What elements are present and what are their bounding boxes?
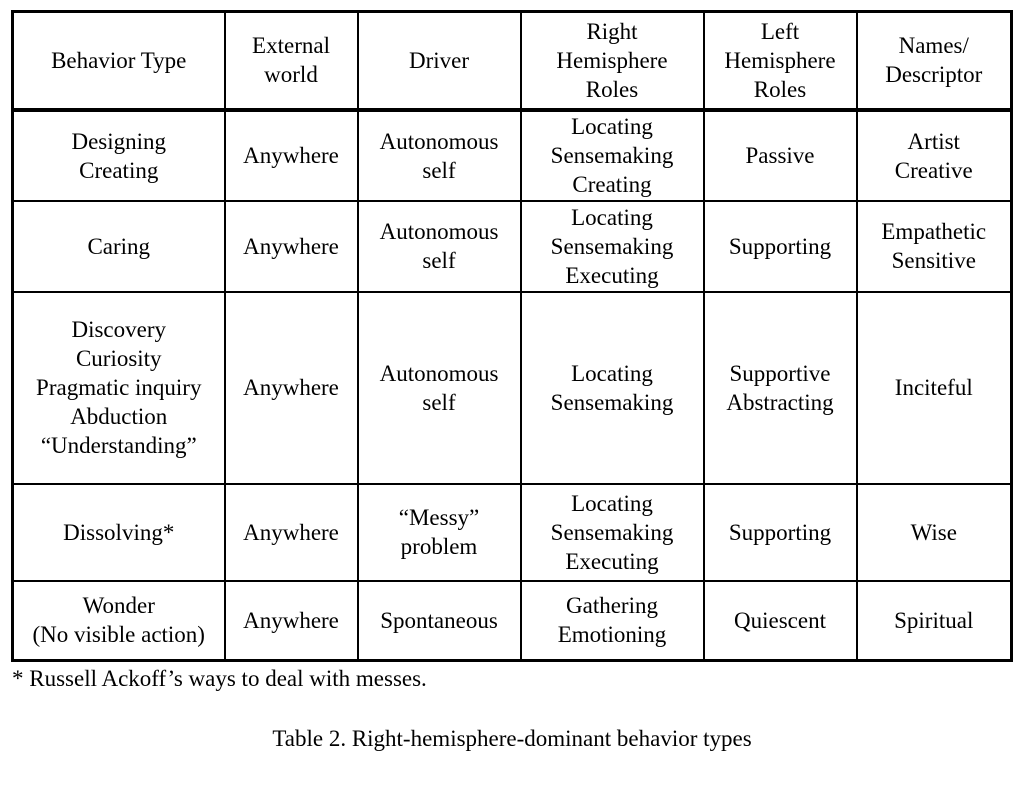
- cell-right-hemisphere-roles: Locating Sensemaking Executing: [521, 201, 704, 292]
- cell-behavior-type: Designing Creating: [13, 110, 225, 201]
- cell-driver: Autonomous self: [358, 201, 521, 292]
- cell-left-hemisphere-roles: Quiescent: [704, 581, 857, 661]
- table-footnote: * Russell Ackoff’s ways to deal with messes.: [12, 666, 427, 691]
- cell-external-world: Anywhere: [225, 581, 358, 661]
- cell-driver: Spontaneous: [358, 581, 521, 661]
- table-row: [13, 484, 1012, 581]
- table-row: [13, 201, 1012, 292]
- cell-driver: Autonomous self: [358, 292, 521, 484]
- header-right-hemisphere-roles: Right Hemisphere Roles: [521, 12, 704, 110]
- cell-left-hemisphere-roles: Supportive Abstracting: [704, 292, 857, 484]
- header-names-descriptor: Names/ Descriptor: [857, 12, 1012, 110]
- header-behavior-type: Behavior Type: [13, 12, 225, 110]
- cell-behavior-type: Dissolving*: [13, 484, 225, 581]
- cell-names-descriptor: Spiritual: [857, 581, 1012, 661]
- header-external-world: External world: [225, 12, 358, 110]
- table-row: [13, 292, 1012, 484]
- cell-left-hemisphere-roles: Passive: [704, 110, 857, 201]
- header-left-hemisphere-roles: Left Hemisphere Roles: [704, 12, 857, 110]
- cell-behavior-type: Discovery Curiosity Pragmatic inquiry Abduction “Understanding”: [13, 292, 225, 484]
- cell-left-hemisphere-roles: Supporting: [704, 201, 857, 292]
- cell-right-hemisphere-roles: Locating Sensemaking: [521, 292, 704, 484]
- table-header-row: [13, 12, 1012, 110]
- table-row: [13, 110, 1012, 201]
- cell-external-world: Anywhere: [225, 201, 358, 292]
- cell-external-world: Anywhere: [225, 484, 358, 581]
- cell-driver: Autonomous self: [358, 110, 521, 201]
- cell-names-descriptor: Empathetic Sensitive: [857, 201, 1012, 292]
- cell-external-world: Anywhere: [225, 292, 358, 484]
- cell-names-descriptor: Wise: [857, 484, 1012, 581]
- table-caption: Table 2. Right-hemisphere-dominant behavior types: [272, 726, 752, 751]
- cell-right-hemisphere-roles: Locating Sensemaking Creating: [521, 110, 704, 201]
- cell-external-world: Anywhere: [225, 110, 358, 201]
- cell-driver: “Messy” problem: [358, 484, 521, 581]
- behavior-types-table: [11, 10, 1013, 662]
- cell-behavior-type: Wonder (No visible action): [13, 581, 225, 661]
- cell-left-hemisphere-roles: Supporting: [704, 484, 857, 581]
- table-row: [13, 581, 1012, 661]
- cell-right-hemisphere-roles: Locating Sensemaking Executing: [521, 484, 704, 581]
- cell-right-hemisphere-roles: Gathering Emotioning: [521, 581, 704, 661]
- header-driver: Driver: [358, 12, 521, 110]
- cell-names-descriptor: Artist Creative: [857, 110, 1012, 201]
- cell-behavior-type: Caring: [13, 201, 225, 292]
- cell-names-descriptor: Inciteful: [857, 292, 1012, 484]
